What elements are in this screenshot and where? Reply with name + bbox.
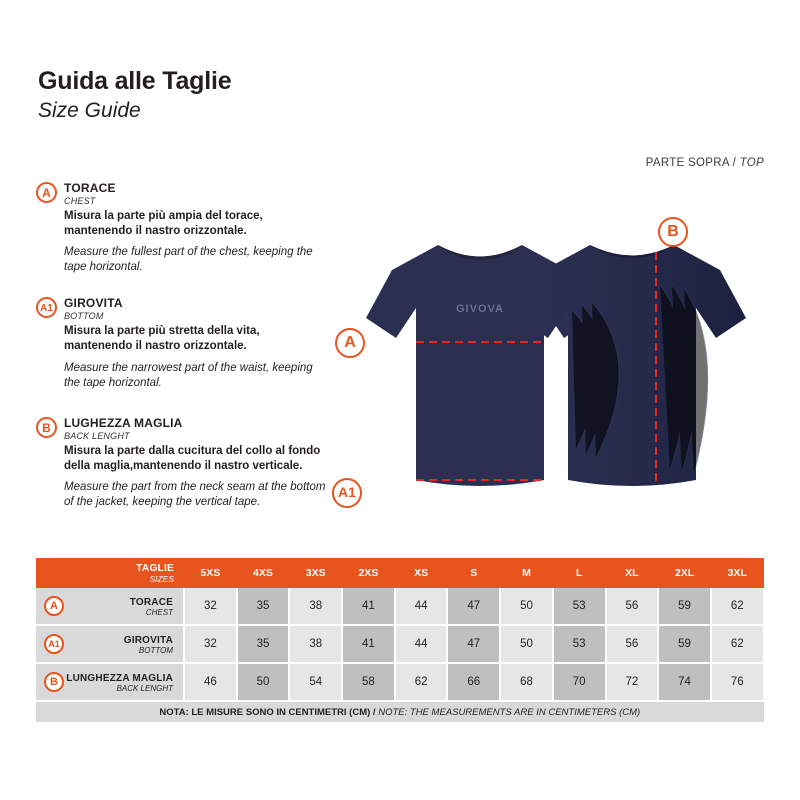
bottom-xs: 44 <box>395 625 448 663</box>
table-row-label-chest-en: CHEST <box>145 607 173 617</box>
legend-badge-a1: A1 <box>36 297 57 318</box>
chest-4xs: 35 <box>237 588 290 625</box>
legend-desc-chest-it: Misura la parte più ampia del torace, mantenendo il nastro orizzontale. <box>64 209 263 237</box>
bottom-5xs: 32 <box>184 625 237 663</box>
table-note <box>36 701 764 722</box>
size-header-3xs: 3XS <box>289 558 342 588</box>
backlength-5xs: 46 <box>184 663 237 701</box>
chest-3xl: 62 <box>711 588 764 625</box>
legend-title-back-length-en: BACK LENGHT <box>64 430 130 441</box>
backlength-3xs: 54 <box>289 663 342 701</box>
legend-badge-b: B <box>36 417 57 438</box>
size-header-xl: XL <box>606 558 659 588</box>
table-header-label <box>36 558 184 588</box>
legend-desc-chest-en: Measure the fullest part of the chest, keeping the tape horizontal. <box>64 246 313 274</box>
size-header-xs: XS <box>395 558 448 588</box>
bottom-3xl: 62 <box>711 625 764 663</box>
table-row-label-back-length-en: BACK LENGHT <box>116 683 173 693</box>
chest-xs: 44 <box>395 588 448 625</box>
bottom-xl: 56 <box>606 625 659 663</box>
size-header-3xl: 3XL <box>711 558 764 588</box>
shirt-illustration <box>320 190 770 530</box>
backlength-2xs: 58 <box>342 663 395 701</box>
table-row-label-bottom <box>36 625 184 663</box>
top-section-label-en: TOP <box>739 157 764 169</box>
chest-2xs: 41 <box>342 588 395 625</box>
page-title <box>38 68 231 123</box>
legend-item-chest <box>36 182 326 275</box>
table-header-row <box>36 558 764 588</box>
legend-desc-back-length-en: Measure the part from the neck seam at the bottom of the jacket, keeping the vertical tape. <box>64 481 326 509</box>
legend-desc-back-length-it: Misura la parte dalla cucitura del collo al fondo della maglia,mantenendo il nastro verticale. <box>64 444 321 472</box>
legend-title-chest-it: TORACE <box>64 181 116 195</box>
legend-item-bottom <box>36 297 326 390</box>
table-row-label-back-length-it: LUNGHEZZA MAGLIA <box>66 672 173 684</box>
table-row-back-length <box>36 663 764 701</box>
size-header-2xl: 2XL <box>658 558 711 588</box>
table-row-badge-a: A <box>44 596 64 616</box>
table-header-label-en: SIZES <box>149 573 174 584</box>
bottom-s: 47 <box>447 625 500 663</box>
bottom-2xl: 59 <box>658 625 711 663</box>
chest-3xs: 38 <box>289 588 342 625</box>
top-section-label-sep: / <box>729 157 740 169</box>
bottom-l: 53 <box>553 625 606 663</box>
legend-title-chest-en: CHEST <box>64 195 96 206</box>
table-note-row <box>36 701 764 722</box>
legend-title-bottom-it: GIROVITA <box>64 296 123 311</box>
size-header-2xs: 2XS <box>342 558 395 588</box>
bottom-4xs: 35 <box>237 625 290 663</box>
chest-xl: 56 <box>606 588 659 625</box>
backlength-xs: 62 <box>395 663 448 701</box>
table-row-badge-a1: A1 <box>44 634 64 654</box>
chest-2xl: 59 <box>658 588 711 625</box>
shirt-back <box>518 245 746 486</box>
backlength-3xl: 76 <box>711 663 764 701</box>
bottom-3xs: 38 <box>289 625 342 663</box>
legend-desc-bottom-en: Measure the narrowest part of the waist, keeping the tape horizontal. <box>64 361 313 389</box>
title-main: Guida alle Taglie <box>38 67 232 95</box>
legend-title-bottom-en: BOTTOM <box>64 311 104 322</box>
backlength-xl: 72 <box>606 663 659 701</box>
chest-l: 53 <box>553 588 606 625</box>
marker-b: B <box>658 217 688 247</box>
legend-item-back-length <box>36 417 326 510</box>
marker-a1: A1 <box>332 478 362 508</box>
size-header-s: S <box>447 558 500 588</box>
table-row-label-chest-it: TORACE <box>129 596 173 608</box>
size-header-4xs: 4XS <box>237 558 290 588</box>
table-row-bottom <box>36 625 764 663</box>
table-row-label-back-length <box>36 663 184 701</box>
top-section-label-it: PARTE SOPRA <box>645 157 730 169</box>
size-header-m: M <box>500 558 553 588</box>
bottom-2xs: 41 <box>342 625 395 663</box>
size-table <box>36 558 765 722</box>
title-sub: Size Guide <box>38 98 141 122</box>
legend-title-back-length-it: LUGHEZZA MAGLIA <box>64 415 183 430</box>
backlength-m: 68 <box>500 663 553 701</box>
legend-badge-a: A <box>36 182 57 203</box>
backlength-4xs: 50 <box>237 663 290 701</box>
legend <box>36 182 326 530</box>
shirt-illustration-svg <box>320 190 770 530</box>
table-note-it: NOTA: LE MISURE SONO IN CENTIMETRI (CM) <box>159 706 371 718</box>
table-row-label-bottom-it: GIROVITA <box>123 634 173 646</box>
backlength-l: 70 <box>553 663 606 701</box>
chest-5xs: 32 <box>184 588 237 625</box>
top-section-label <box>646 157 764 169</box>
chest-s: 47 <box>447 588 500 625</box>
table-row-label-chest <box>36 588 184 625</box>
svg-text:GIVOVA: GIVOVA <box>456 303 504 315</box>
table-note-sep: / <box>370 706 379 718</box>
size-header-5xs: 5XS <box>184 558 237 588</box>
table-note-en: NOTE: THE MEASUREMENTS ARE IN CENTIMETERS (CM) <box>378 706 641 718</box>
marker-a: A <box>335 328 365 358</box>
backlength-s: 66 <box>447 663 500 701</box>
size-header-l: L <box>553 558 606 588</box>
table-header-label-it: TAGLIE <box>136 562 174 574</box>
bottom-m: 50 <box>500 625 553 663</box>
table-row-badge-b: B <box>44 672 64 692</box>
table-row-chest <box>36 588 764 625</box>
chest-m: 50 <box>500 588 553 625</box>
legend-desc-bottom-it: Misura la parte più stretta della vita, mantenendo il nastro orizzontale. <box>64 325 260 353</box>
backlength-2xl: 74 <box>658 663 711 701</box>
table-row-label-bottom-en: BOTTOM <box>138 645 173 655</box>
size-table-wrap <box>36 558 764 722</box>
